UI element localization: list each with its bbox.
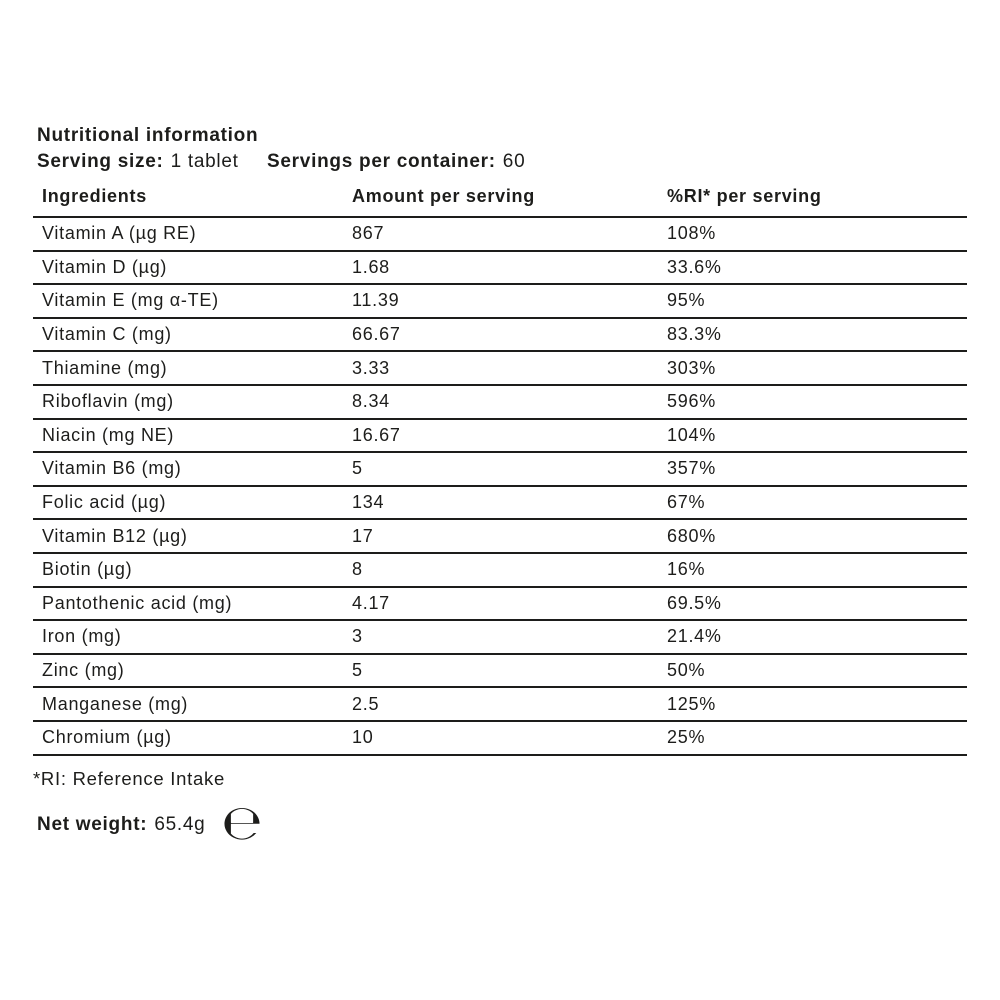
amount-cell: 134 [352,486,667,520]
table-row [33,620,967,654]
table-row [33,284,967,318]
ri-cell: 25% [667,721,967,755]
amount-cell: 5 [352,654,667,688]
amount-cell: 8 [352,553,667,587]
ri-cell: 69.5% [667,587,967,621]
table-row [33,519,967,553]
amount-cell: 3 [352,620,667,654]
amount-cell: 16.67 [352,419,667,453]
estimated-sign-icon: ℮ [221,795,263,851]
amount-cell: 8.34 [352,385,667,419]
table-row [33,419,967,453]
servings-per-container [267,150,525,174]
ingredient-cell: Iron (mg) [33,620,352,654]
table-row [33,351,967,385]
table-row [33,486,967,520]
amount-cell: 66.67 [352,318,667,352]
ingredient-cell: Riboflavin (mg) [33,385,352,419]
ingredient-cell: Zinc (mg) [33,654,352,688]
nutrition-table [33,186,967,756]
amount-cell: 10 [352,721,667,755]
table-row [33,318,967,352]
amount-cell: 3.33 [352,351,667,385]
table-row [33,587,967,621]
amount-cell: 17 [352,519,667,553]
ri-cell: 303% [667,351,967,385]
ingredient-cell: Chromium (µg) [33,721,352,755]
ingredient-cell: Niacin (mg NE) [33,419,352,453]
ingredient-cell: Thiamine (mg) [33,351,352,385]
amount-cell: 867 [352,217,667,251]
ri-cell: 104% [667,419,967,453]
ingredient-cell: Vitamin C (mg) [33,318,352,352]
ri-cell: 596% [667,385,967,419]
ri-footnote: *RI: Reference Intake [33,768,225,789]
amount-cell: 4.17 [352,587,667,621]
servings-per-container-value: 60 [502,151,526,172]
ingredient-cell: Biotin (µg) [33,553,352,587]
table-row [33,385,967,419]
net-weight-value: 65.4g [154,814,206,835]
amount-cell: 1.68 [352,251,667,285]
net-weight-line [37,795,263,851]
table-row [33,721,967,755]
ingredient-cell: Vitamin D (µg) [33,251,352,285]
ri-cell: 108% [667,217,967,251]
ingredient-cell: Vitamin B6 (mg) [33,452,352,486]
ri-cell: 16% [667,553,967,587]
ri-cell: 83.3% [667,318,967,352]
ri-cell: 33.6% [667,251,967,285]
serving-size-label: Serving size: [37,151,164,172]
ingredient-cell: Vitamin E (mg α-TE) [33,284,352,318]
table-row [33,452,967,486]
column-header-ri: %RI* per serving [667,186,967,217]
table-row [33,251,967,285]
page-title: Nutritional information [37,125,259,146]
serving-size-value: 1 tablet [170,151,239,172]
table-header-row [33,186,967,217]
ingredient-cell: Pantothenic acid (mg) [33,587,352,621]
table-row [33,217,967,251]
ingredient-cell: Vitamin A (µg RE) [33,217,352,251]
ri-cell: 125% [667,687,967,721]
ri-cell: 95% [667,284,967,318]
amount-cell: 11.39 [352,284,667,318]
table-row [33,687,967,721]
amount-cell: 2.5 [352,687,667,721]
net-weight-label: Net weight: [37,814,148,835]
ri-cell: 67% [667,486,967,520]
table-row [33,553,967,587]
ri-cell: 680% [667,519,967,553]
ingredient-cell: Vitamin B12 (µg) [33,519,352,553]
ingredient-cell: Folic acid (µg) [33,486,352,520]
table-row [33,654,967,688]
serving-info-line [37,150,526,174]
ingredient-cell: Manganese (mg) [33,687,352,721]
servings-per-container-label: Servings per container: [267,151,496,172]
ri-cell: 357% [667,452,967,486]
ri-cell: 21.4% [667,620,967,654]
column-header-ingredients: Ingredients [33,186,352,217]
amount-cell: 5 [352,452,667,486]
column-header-amount: Amount per serving [352,186,667,217]
label-header [37,124,526,174]
ri-cell: 50% [667,654,967,688]
